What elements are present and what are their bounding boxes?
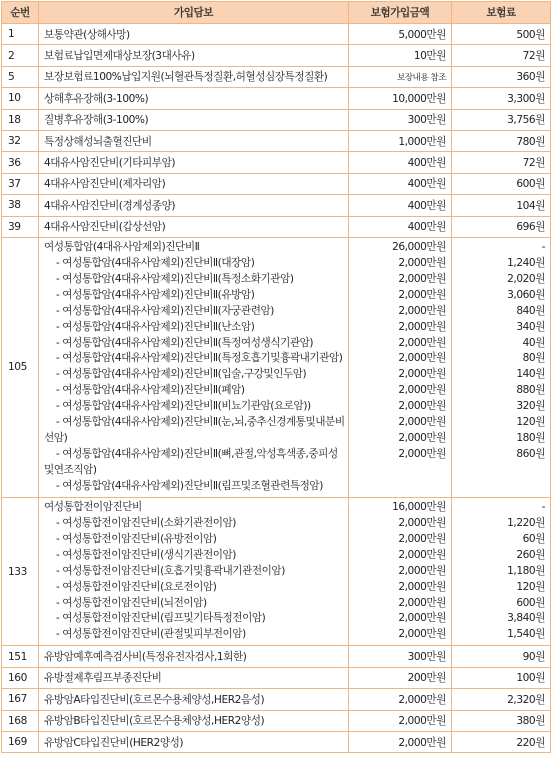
row-no: 133	[2, 497, 39, 645]
row-premium: 2,320원	[452, 689, 551, 710]
cell-line	[354, 463, 446, 479]
cell-line: 2,000만원	[398, 516, 446, 529]
row-premium: 90원	[452, 646, 551, 667]
cell-line: 340원	[516, 320, 545, 333]
row-coverage: 4대유사암진단비(갑상선암)	[39, 216, 349, 237]
row-amount: 400만원	[349, 152, 452, 173]
row-premium: 3,300원	[452, 88, 551, 109]
table-row	[2, 152, 551, 173]
table-body-133	[2, 497, 551, 645]
row-amount: 1,000만원	[349, 130, 452, 151]
row-coverage: 유방암예후예측검사비(특정유전자검사,1회한)	[39, 646, 349, 667]
row-premium-group	[452, 237, 551, 497]
table-row	[2, 45, 551, 66]
cell-line: 1,220원	[507, 516, 545, 529]
row-premium: 600원	[452, 173, 551, 194]
table-row	[2, 710, 551, 731]
row-premium: 780원	[452, 130, 551, 151]
cell-line: - 여성통합암(4대유사암제외)진단비Ⅱ(특정호흡기및흉곽내기관암)	[56, 352, 343, 365]
table-row	[2, 24, 551, 45]
row-no: 160	[2, 667, 39, 688]
cell-line: 60원	[522, 532, 545, 545]
table-row	[2, 88, 551, 109]
row-premium: 220원	[452, 731, 551, 752]
row-premium: 500원	[452, 24, 551, 45]
cell-line: 120원	[516, 580, 545, 593]
cell-line: - 여성통합암(4대유사암제외)진단비Ⅱ(림프및조혈관련특정암)	[56, 479, 323, 492]
cell-line: 2,000만원	[398, 612, 446, 625]
row-amount: 2,000만원	[349, 731, 452, 752]
cell-line: 2,000만원	[398, 256, 446, 269]
row-no: 5	[2, 66, 39, 87]
cell-line: - 여성통합암(4대유사암제외)진단비Ⅱ(대장암)	[56, 256, 255, 269]
row-amount: 300만원	[349, 646, 452, 667]
row-coverage: 보통약관(상해사망)	[39, 24, 349, 45]
cell-line: 2,000만원	[398, 580, 446, 593]
cell-line: 2,000만원	[398, 272, 446, 285]
table-row	[2, 667, 551, 688]
cell-line: 2,000만원	[398, 564, 446, 577]
row-no: 38	[2, 195, 39, 216]
cell-line: - 여성통합암(4대유사암제외)진단비Ⅱ(입술,구강및인두암)	[56, 368, 307, 381]
table-row	[2, 195, 551, 216]
cell-line: 26,000만원	[392, 240, 446, 253]
row-coverage: 보험료납입면제대상보장(3대사유)	[39, 45, 349, 66]
row-no: 10	[2, 88, 39, 109]
cell-line: 2,000만원	[398, 432, 446, 445]
row-no: 169	[2, 731, 39, 752]
cell-line: 140원	[516, 368, 545, 381]
cell-line: - 여성통합전이암진단비(호흡기및흉곽내기관전이암)	[56, 564, 285, 577]
cell-line: 2,000만원	[398, 320, 446, 333]
cell-line: - 여성통합전이암진단비(유방전이암)	[56, 532, 217, 545]
row-no: 1	[2, 24, 39, 45]
cell-line: - 여성통합암(4대유사암제외)진단비Ⅱ(특정소화기관암)	[56, 272, 294, 285]
cell-line: 1,180원	[507, 564, 545, 577]
cell-line: 3,060원	[507, 288, 545, 301]
cell-line: - 여성통합암(4대유사암제외)진단비Ⅱ(눈,뇌,중추신경계통및내분비	[56, 416, 345, 429]
table-row	[2, 109, 551, 130]
cell-line: - 여성통합암(4대유사암제외)진단비Ⅱ(난소암)	[56, 320, 255, 333]
cell-line: 2,000만원	[398, 368, 446, 381]
cell-line: 120원	[516, 416, 545, 429]
cell-line: 선암)	[44, 432, 68, 445]
header-coverage: 가입담보	[39, 2, 349, 24]
cell-line: 2,000만원	[398, 448, 446, 461]
row-no: 105	[2, 237, 39, 497]
row-amount: 300만원	[349, 109, 452, 130]
cell-line: 1,240원	[507, 256, 545, 269]
row-coverage-group	[39, 237, 349, 497]
cell-line: 2,000만원	[398, 384, 446, 397]
row-no: 168	[2, 710, 39, 731]
row-coverage: 특정상해성뇌출혈진단비	[39, 130, 349, 151]
cell-line: 2,000만원	[398, 532, 446, 545]
cell-line: 2,000만원	[398, 416, 446, 429]
row-amount: 2,000만원	[349, 710, 452, 731]
row-amount: 2,000만원	[349, 689, 452, 710]
row-premium: 100원	[452, 667, 551, 688]
row-amount: 보장내용 참조	[349, 66, 452, 87]
row-coverage-group	[39, 497, 349, 645]
row-coverage: 유방암B타입진단비(호르몬수용체양성,HER2양성)	[39, 710, 349, 731]
row-premium: 696원	[452, 216, 551, 237]
row-amount: 200만원	[349, 667, 452, 688]
cell-line: 80원	[522, 352, 545, 365]
cell-line: - 여성통합암(4대유사암제외)진단비Ⅱ(폐암)	[56, 384, 245, 397]
table-body-top	[2, 24, 551, 238]
cell-line: 40원	[522, 336, 545, 349]
cell-line: 1,540원	[507, 628, 545, 641]
row-amount: 400만원	[349, 195, 452, 216]
row-amount-group	[349, 237, 452, 497]
row-coverage: 유방암A타입진단비(호르몬수용체양성,HER2음성)	[39, 689, 349, 710]
row-amount: 400만원	[349, 216, 452, 237]
row-coverage: 유방절제후림프부종진단비	[39, 667, 349, 688]
cell-line: 2,000만원	[398, 304, 446, 317]
row-coverage: 4대유사암진단비(경계성종양)	[39, 195, 349, 216]
cell-line: - 여성통합암(4대유사암제외)진단비Ⅱ(특정여성생식기관암)	[56, 336, 314, 349]
row-no: 2	[2, 45, 39, 66]
row-coverage: 4대유사암진단비(기타피부암)	[39, 152, 349, 173]
table-row-133	[2, 497, 551, 645]
row-premium: 72원	[452, 45, 551, 66]
row-no: 36	[2, 152, 39, 173]
cell-line: 320원	[516, 400, 545, 413]
cell-line: 860원	[516, 448, 545, 461]
cell-line: 및연조직암)	[44, 464, 97, 477]
cell-line: - 여성통합전이암진단비(림프및기타특정전이암)	[56, 612, 266, 625]
row-premium: 360원	[452, 66, 551, 87]
coverage-table	[1, 1, 551, 753]
cell-line: - 여성통합전이암진단비(소화기관전이암)	[56, 516, 236, 529]
header-no: 순번	[2, 2, 39, 24]
cell-line: - 여성통합전이암진단비(관절및피부전이암)	[56, 628, 246, 641]
cell-line: - 여성통합전이암진단비(요로전이암)	[56, 580, 217, 593]
row-premium: 72원	[452, 152, 551, 173]
header-amount: 보험가입금액	[349, 2, 452, 24]
row-coverage: 유방암C타입진단비(HER2양성)	[39, 731, 349, 752]
table-row	[2, 66, 551, 87]
cell-line: 2,020원	[507, 272, 545, 285]
row-no: 151	[2, 646, 39, 667]
row-amount: 5,000만원	[349, 24, 452, 45]
row-no: 37	[2, 173, 39, 194]
table-row	[2, 130, 551, 151]
row-amount: 10,000만원	[349, 88, 452, 109]
table-row	[2, 646, 551, 667]
row-coverage: 질병후유장해(3-100%)	[39, 109, 349, 130]
cell-line: 180원	[516, 432, 545, 445]
cell-line: - 여성통합전이암진단비(생식기관전이암)	[56, 548, 236, 561]
table-body-bottom	[2, 646, 551, 753]
cell-line: 2,000만원	[398, 628, 446, 641]
cell-line	[457, 463, 545, 479]
row-coverage: 상해후유장해(3-100%)	[39, 88, 349, 109]
table-header-row	[2, 2, 551, 24]
cell-line: - 여성통합암(4대유사암제외)진단비Ⅱ(비뇨기관암(요로암))	[56, 400, 311, 413]
row-no: 32	[2, 130, 39, 151]
table-row	[2, 173, 551, 194]
cell-line: 3,840원	[507, 612, 545, 625]
cell-line: - 여성통합암(4대유사암제외)진단비Ⅱ(자궁관련암)	[56, 304, 274, 317]
row-amount: 400만원	[349, 173, 452, 194]
row-coverage: 4대유사암진단비(제자리암)	[39, 173, 349, 194]
row-premium-group	[452, 497, 551, 645]
cell-line: - 여성통합암(4대유사암제외)진단비Ⅱ(뼈,관절,악성흑색종,중피성	[56, 448, 338, 461]
cell-line: 16,000만원	[392, 500, 446, 513]
cell-line: 2,000만원	[398, 548, 446, 561]
table-row	[2, 731, 551, 752]
cell-line: -	[541, 240, 545, 253]
table-row-105	[2, 237, 551, 497]
row-no: 18	[2, 109, 39, 130]
cell-line: 2,000만원	[398, 400, 446, 413]
cell-line: 여성통합암(4대유사암제외)진단비Ⅱ	[44, 240, 200, 253]
cell-line: 2,000만원	[398, 288, 446, 301]
row-premium: 104원	[452, 195, 551, 216]
cell-line: 여성통합전이암진단비	[44, 500, 142, 513]
cell-line: 2,000만원	[398, 596, 446, 609]
row-amount: 10만원	[349, 45, 452, 66]
cell-line: 260원	[516, 548, 545, 561]
table-row	[2, 216, 551, 237]
cell-line: 880원	[516, 384, 545, 397]
row-premium: 380원	[452, 710, 551, 731]
cell-line: -	[541, 500, 545, 513]
header-premium: 보험료	[452, 2, 551, 24]
row-coverage: 보장보험료100%납입지원(뇌혈관특정질환,허혈성심장특정질환)	[39, 66, 349, 87]
table-row	[2, 689, 551, 710]
row-no: 39	[2, 216, 39, 237]
table-body-105	[2, 237, 551, 497]
row-no: 167	[2, 689, 39, 710]
cell-line: - 여성통합전이암진단비(뇌전이암)	[56, 596, 207, 609]
cell-line: 2,000만원	[398, 336, 446, 349]
row-amount-group	[349, 497, 452, 645]
cell-line: - 여성통합암(4대유사암제외)진단비Ⅱ(유방암)	[56, 288, 255, 301]
cell-line: 2,000만원	[398, 352, 446, 365]
cell-line: 840원	[516, 304, 545, 317]
row-premium: 3,756원	[452, 109, 551, 130]
cell-line: 600원	[516, 596, 545, 609]
